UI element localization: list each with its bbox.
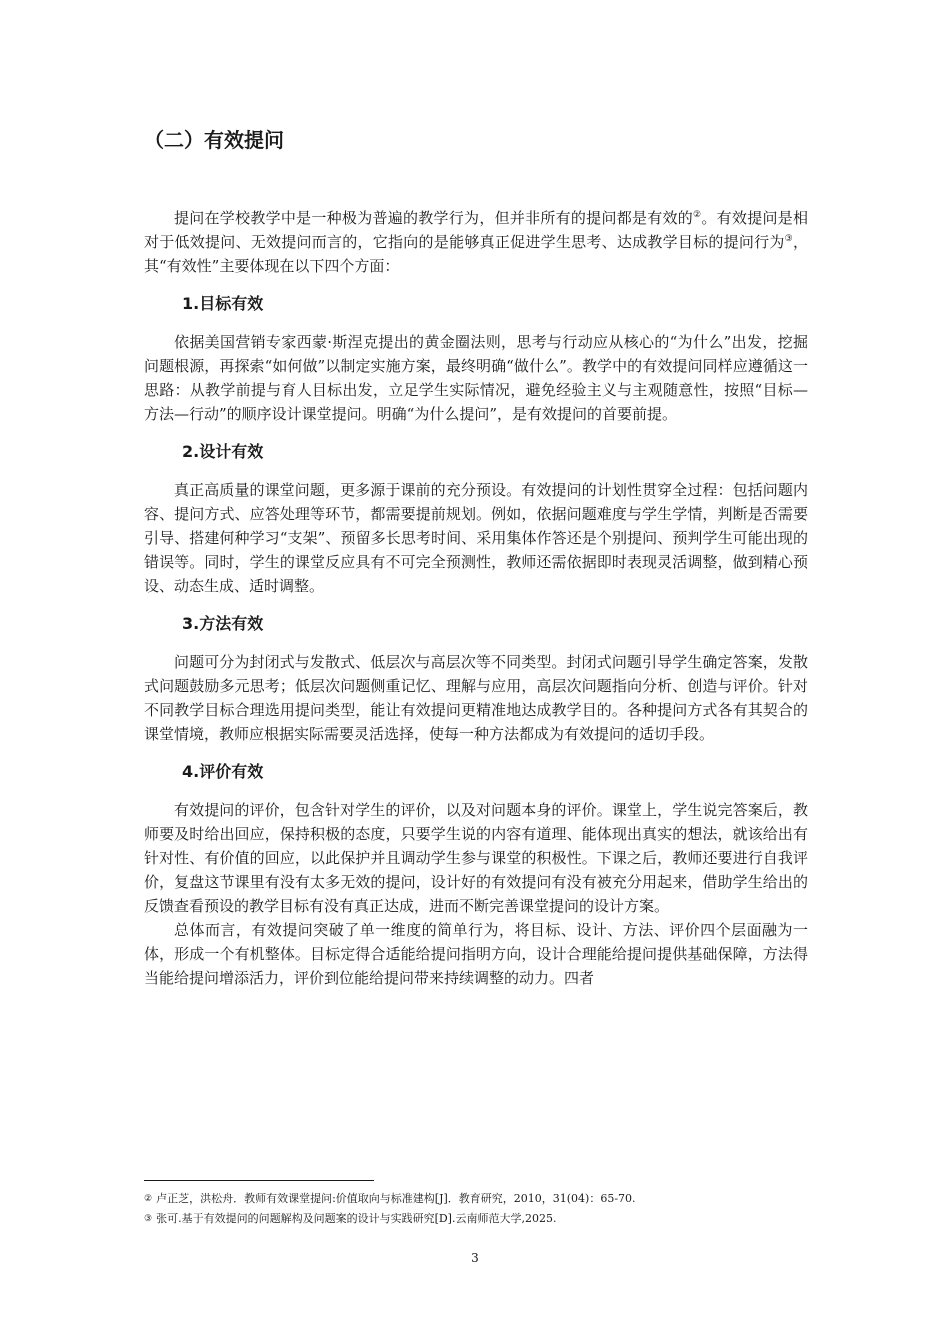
footnote-ref-3[interactable]: ③ xyxy=(784,234,793,244)
footnote-text: 张可.基于有效提问的问题解构及问题案的设计与实践研究[D].云南师范大学,2025. xyxy=(156,1212,557,1225)
subsection-body-goal: 依据美国营销专家西蒙·斯涅克提出的黄金圈法则，思考与行动应从核心的“为什么”出发，挖掘问题根源，再探索“如何做”以制定实施方案，最终明确“做什么”。教学中的有效提问同样应遵循这一思路：从教学前提与育人目标出发，立足学生实际情况，避免经验主义与主观随意性，按照“目标—方法—行动”的顺序设计课堂提问。明确“为什么提问”，是有效提问的首要前提。 xyxy=(144,333,808,423)
footnote-3 xyxy=(144,1210,808,1228)
footnote-text: 卢正芝，洪松舟．教师有效课堂提问:价值取向与标准建构[J]．教育研究，2010，31(04)：65-70. xyxy=(156,1192,636,1205)
page-number: 3 xyxy=(471,1251,479,1265)
footnote-divider xyxy=(144,1180,374,1181)
intro-text-b: 。有效提问是相对于低效提问、无效提问而言的，它指向的是能够真正促进学生思考、达成教学目标的提问行为 xyxy=(144,209,808,251)
subsection-body-evaluation: 有效提问的评价，包含针对学生的评价，以及对问题本身的评价。课堂上，学生说完答案后，教师要及时给出回应，保持积极的态度，只要学生说的内容有道理、能体现出真实的想法，就该给出有针对性、有价值的回应，以此保护并且调动学生参与课堂的积极性。下课之后，教师还要进行自我评价，复盘这节课里有没有太多无效的提问，设计好的有效提问有没有被充分用起来，借助学生给出的反馈查看预设的教学目标有没有真正达成，进而不断完善课堂提问的设计方案。 xyxy=(144,801,808,915)
footnote-mark: ② xyxy=(144,1194,153,1204)
footnote-mark: ③ xyxy=(144,1214,153,1224)
intro-text-a: 提问在学校教学中是一种极为普遍的教学行为，但并非所有的提问都是有效的 xyxy=(174,209,694,227)
intro-text-c: ，其“有效性”主要体现在以下四个方面： xyxy=(144,233,808,275)
section-title: （二）有效提问 xyxy=(144,128,284,152)
intro-paragraph xyxy=(144,206,808,278)
subsection-title-evaluation: 4.评价有效 xyxy=(182,762,264,781)
footnote-2 xyxy=(144,1190,808,1208)
main-content xyxy=(144,124,808,990)
subsection-body-design: 真正高质量的课堂问题，更多源于课前的充分预设。有效提问的计划性贯穿全过程：包括问题内容、提问方式、应答处理等环节，都需要提前规划。例如，依据问题难度与学生学情，判断是否需要引导、搭建何种学习“支架”、预留多长思考时间、采用集体作答还是个别提问、预判学生可能出现的错误等。同时，学生的课堂反应具有不可完全预测性，教师还需依据即时表现灵活调整，做到精心预设、动态生成、适时调整。 xyxy=(144,481,808,595)
subsection-title-design: 2.设计有效 xyxy=(182,442,264,461)
subsection-title-goal: 1.目标有效 xyxy=(182,294,264,313)
subsection-title-method: 3.方法有效 xyxy=(182,614,264,633)
subsection-body-method: 问题可分为封闭式与发散式、低层次与高层次等不同类型。封闭式问题引导学生确定答案，发散式问题鼓励多元思考；低层次问题侧重记忆、理解与应用，高层次问题指向分析、创造与评价。针对不同教学目标合理选用提问类型，能让有效提问更精准地达成教学目的。各种提问方式各有其契合的课堂情境，教师应根据实际需要灵活选择，使每一种方法都成为有效提问的适切手段。 xyxy=(144,653,808,743)
footnotes xyxy=(144,1188,808,1230)
summary-paragraph: 总体而言，有效提问突破了单一维度的简单行为，将目标、设计、方法、评价四个层面融为一体，形成一个有机整体。目标定得合适能给提问指明方向，设计合理能给提问提供基础保障，方法得当能给提问增添活力，评价到位能给提问带来持续调整的动力。四者 xyxy=(144,921,808,987)
footnote-ref-2[interactable]: ② xyxy=(693,210,702,220)
